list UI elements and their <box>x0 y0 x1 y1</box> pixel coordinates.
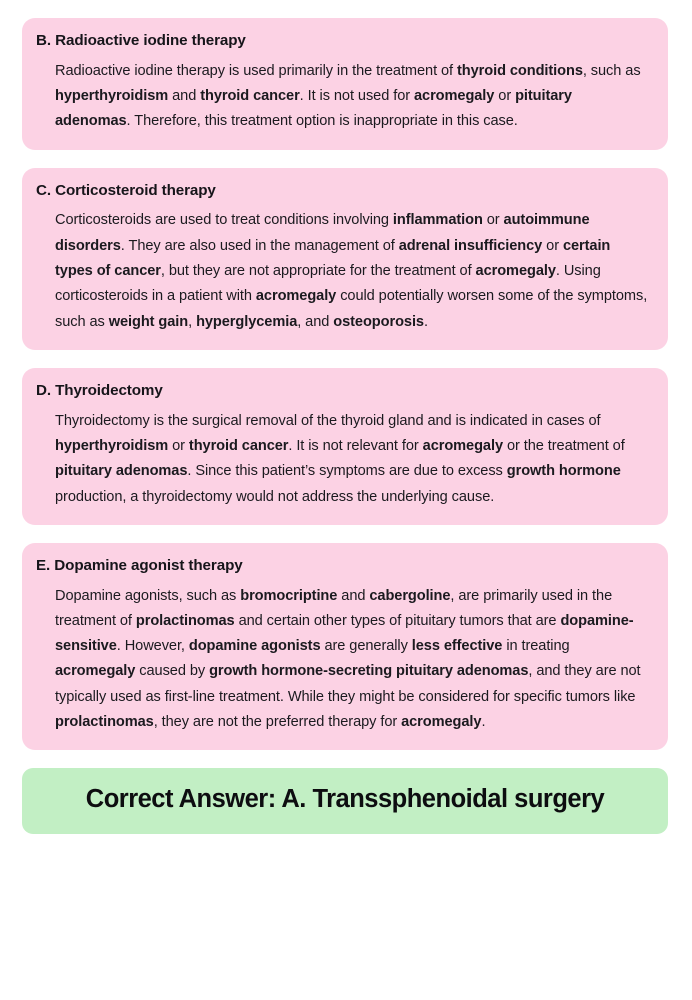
correct-answer-banner <box>22 768 668 834</box>
option-title-b: B. Radioactive iodine therapy <box>36 32 246 49</box>
option-card-b <box>22 18 668 150</box>
option-body-b: Radioactive iodine therapy is used primarily in the treatment of thyroid conditions, such as hyperthyroidism and thyroid cancer. It is not used for acromegaly or pituitary adenomas. Therefore, this treatment option is inappropriate in this case. <box>55 62 641 130</box>
option-body-e: Dopamine agonists, such as bromocriptine and cabergoline, are primarily used in the treatment of prolactinomas and certain other types of pituitary tumors that are dopamine-sensitive. However, dopamine agonists are generally less effective in treating acromegaly caused by growth hormone-secreting pituitary adenomas, and they are not typically used as first-line treatment. While they might be considered for specific tumors like prolactinomas, they are not the preferred therapy for acromegaly. <box>55 587 641 731</box>
option-card-c <box>22 168 668 350</box>
option-body-c: Corticosteroids are used to treat conditions involving inflammation or autoimmune disorders. They are also used in the management of adrenal insufficiency or certain types of cancer, but they are not appropriate for the treatment of acromegaly. Using corticosteroids in a patient with acromegaly could potentially worsen some of the symptoms, such as weight gain, hyperglycemia, and osteoporosis. <box>55 212 648 330</box>
option-card-d <box>22 368 668 525</box>
option-title-e: E. Dopamine agonist therapy <box>36 556 243 574</box>
option-body-d: Thyroidectomy is the surgical removal of the thyroid gland and is indicated in cases of hyperthyroidism or thyroid cancer. It is not relevant for acromegaly or the treatment of pituitary adenomas. Since this patient’s symptoms are due to excess growth hormone production, a thyroidectomy would not address the underlying cause. <box>55 412 625 505</box>
correct-answer-text: Correct Answer: A. Transsphenoidal surgery <box>85 785 605 814</box>
option-card-e <box>22 543 668 751</box>
option-title-c: C. Corticosteroid therapy <box>36 181 216 199</box>
option-title-d: D. Thyroidectomy <box>36 381 163 399</box>
